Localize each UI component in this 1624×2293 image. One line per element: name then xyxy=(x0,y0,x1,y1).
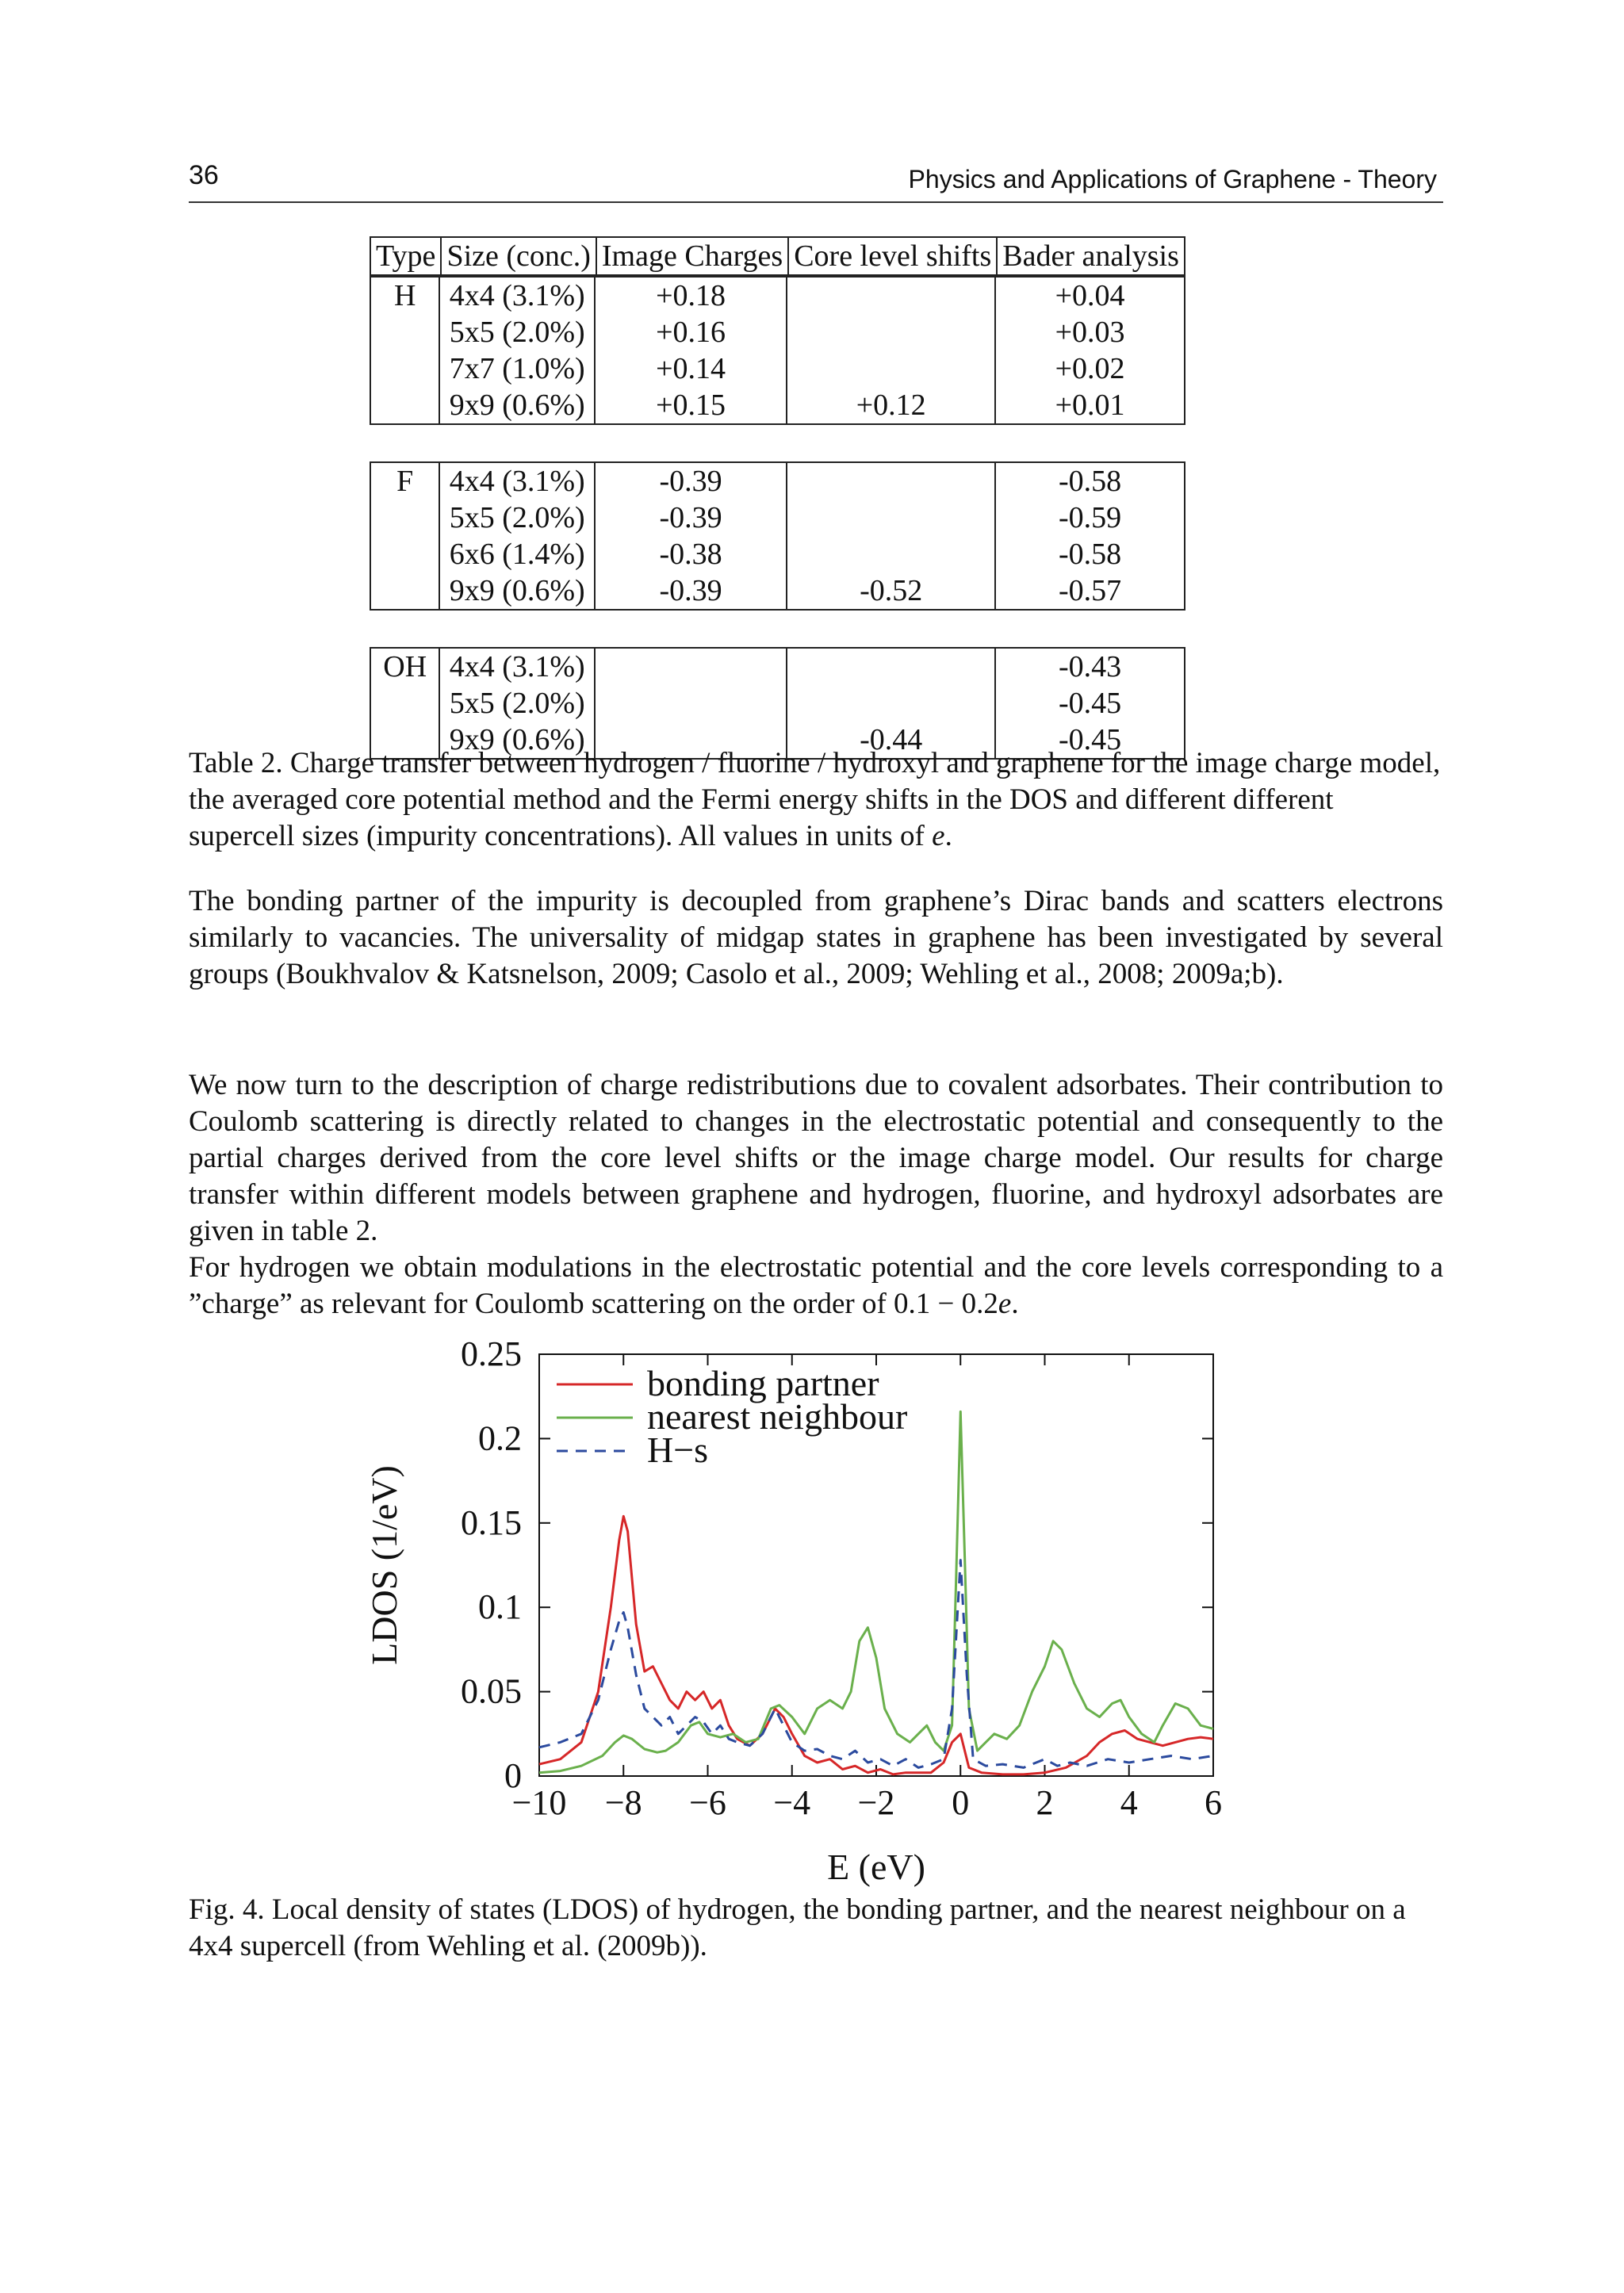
table-row xyxy=(370,536,1185,572)
y-tick-label: 0.1 xyxy=(478,1587,522,1627)
group-separator-cell xyxy=(370,611,1185,647)
cell-size: 5x5 (2.0%) xyxy=(440,314,595,350)
paragraph-1-text: The bonding partner of the impurity is decoupled from graphene’s Dirac bands and scatters electrons similarly to vacancies. The universality of midgap states in graphene has been investigated by several groups (Boukhvalov & Katsnelson, 2009; Casolo et al., 2009; Wehling et al., 2008; 2009a;b). xyxy=(189,885,1443,990)
table-caption xyxy=(189,745,1443,855)
table-row xyxy=(370,350,1185,387)
cell-image: -0.39 xyxy=(596,572,787,611)
cell-image: +0.14 xyxy=(596,350,787,387)
y-axis-label: LDOS (1/eV) xyxy=(364,1465,404,1665)
figure-caption-text: Fig. 4. Local density of states (LDOS) of hydrogen, the bonding partner, and the nearest neighbour on a 4x4 supercell (from Wehling et al. (2009b)). xyxy=(189,1893,1406,1962)
column-header-size: Size (conc.) xyxy=(440,236,595,276)
cell-bader: -0.43 xyxy=(996,647,1185,685)
cell-size: 4x4 (3.1%) xyxy=(440,461,595,500)
cell-image: -0.39 xyxy=(596,500,787,536)
cell-image: +0.18 xyxy=(596,276,787,314)
y-tick-label: 0.05 xyxy=(461,1671,522,1711)
table-row xyxy=(370,461,1185,500)
x-tick-label: 2 xyxy=(1036,1783,1054,1822)
table-caption-text: Table 2. Charge transfer between hydrogen / fluorine / hydroxyl and graphene for the image charge model, the averaged core potential method and the Fermi energy shifts in the DOS and different different supercell sizes (impurity concentrations). All values in units of e. xyxy=(189,747,1441,852)
table-row xyxy=(370,685,1185,722)
cell-size: 9x9 (0.6%) xyxy=(440,572,595,611)
charge-transfer-table xyxy=(370,236,1185,760)
column-header-bader-analysis: Bader analysis xyxy=(996,236,1185,276)
cell-bader: -0.45 xyxy=(996,685,1185,722)
cell-bader: +0.01 xyxy=(996,387,1185,425)
column-header-type: Type xyxy=(370,236,440,276)
x-tick-label: −8 xyxy=(604,1783,642,1822)
cell-image: +0.15 xyxy=(596,387,787,425)
x-axis-label: E (eV) xyxy=(827,1847,925,1887)
cell-size: 4x4 (3.1%) xyxy=(440,647,595,685)
table xyxy=(370,236,1185,760)
cell-core xyxy=(787,647,996,685)
x-tick-label: 6 xyxy=(1205,1783,1222,1822)
cell-core xyxy=(787,276,996,314)
table-row xyxy=(370,572,1185,611)
cell-core: +0.12 xyxy=(787,387,996,425)
series-line-1 xyxy=(539,1411,1213,1772)
ldos-figure xyxy=(349,1340,1253,1887)
paragraph-3 xyxy=(189,1250,1443,1323)
unit-e: e xyxy=(998,1288,1012,1320)
page-header xyxy=(189,160,1443,203)
unit-e: e xyxy=(932,820,945,852)
cell-image: +0.16 xyxy=(596,314,787,350)
table-header-row xyxy=(370,236,1185,276)
table-row xyxy=(370,314,1185,350)
cell-bader: -0.58 xyxy=(996,536,1185,572)
paragraph-1 xyxy=(189,883,1443,993)
cell-bader: -0.59 xyxy=(996,500,1185,536)
x-tick-label: −6 xyxy=(689,1783,726,1822)
cell-type: OH xyxy=(370,647,440,760)
paragraph-3-text: For hydrogen we obtain modulations in the electrostatic potential and the core levels corresponding to a ”charge” as relevant for Coulomb scattering on the order of 0.1 − 0.2e. xyxy=(189,1251,1443,1320)
group-separator xyxy=(370,611,1185,647)
cell-image: -0.38 xyxy=(596,536,787,572)
cell-size: 6x6 (1.4%) xyxy=(440,536,595,572)
cell-core xyxy=(787,536,996,572)
x-tick-label: −2 xyxy=(857,1783,895,1822)
legend-label-1: nearest neighbour xyxy=(647,1396,908,1437)
cell-bader: +0.04 xyxy=(996,276,1185,314)
cell-size: 5x5 (2.0%) xyxy=(440,500,595,536)
legend-label-2: H−s xyxy=(647,1430,709,1470)
column-header-core-level-shifts: Core level shifts xyxy=(787,236,996,276)
cell-size: 4x4 (3.1%) xyxy=(440,276,595,314)
x-tick-label: −4 xyxy=(773,1783,811,1822)
paragraph-2-text: We now turn to the description of charge redistributions due to covalent adsorbates. Their contribution to Coulomb scattering is directly related to changes in the electrostatic potential and consequently to the partial charges derived from the core level shifts or the image charge model. Our results for charge transfer within different models between graphene and hydrogen, fluorine, and hydroxyl adsorbates are given in table 2. xyxy=(189,1069,1443,1247)
cell-image: -0.39 xyxy=(596,461,787,500)
cell-core xyxy=(787,461,996,500)
cell-size: 9x9 (0.6%) xyxy=(440,722,595,760)
x-tick-label: 0 xyxy=(952,1783,970,1822)
y-tick-label: 0 xyxy=(504,1756,522,1795)
cell-type: H xyxy=(370,276,440,425)
x-tick-label: −10 xyxy=(511,1783,567,1822)
cell-bader: +0.02 xyxy=(996,350,1185,387)
y-tick-label: 0.15 xyxy=(461,1503,522,1542)
cell-size: 7x7 (1.0%) xyxy=(440,350,595,387)
table-row xyxy=(370,276,1185,314)
cell-type: F xyxy=(370,461,440,611)
running-title: Physics and Applications of Graphene - Theory xyxy=(908,165,1437,193)
cell-bader: -0.45 xyxy=(996,722,1185,760)
cell-image xyxy=(596,685,787,722)
cell-core xyxy=(787,685,996,722)
y-tick-label: 0.2 xyxy=(478,1418,522,1458)
page-number: 36 xyxy=(189,160,219,190)
cell-core xyxy=(787,314,996,350)
group-separator xyxy=(370,425,1185,461)
figure-caption xyxy=(189,1892,1443,1965)
cell-core xyxy=(787,350,996,387)
cell-bader: +0.03 xyxy=(996,314,1185,350)
cell-size: 9x9 (0.6%) xyxy=(440,387,595,425)
paragraph-2 xyxy=(189,1067,1443,1250)
cell-bader: -0.57 xyxy=(996,572,1185,611)
cell-bader: -0.58 xyxy=(996,461,1185,500)
table-row xyxy=(370,387,1185,425)
ldos-chart xyxy=(349,1340,1253,1887)
series-line-0 xyxy=(539,1516,1213,1774)
x-tick-label: 4 xyxy=(1120,1783,1138,1822)
group-separator-cell xyxy=(370,425,1185,461)
table-row xyxy=(370,647,1185,685)
y-tick-label: 0.25 xyxy=(461,1340,522,1373)
table-row xyxy=(370,500,1185,536)
table-body xyxy=(370,276,1185,760)
column-header-image-charges: Image Charges xyxy=(596,236,787,276)
cell-core xyxy=(787,500,996,536)
cell-size: 5x5 (2.0%) xyxy=(440,685,595,722)
cell-image xyxy=(596,647,787,685)
legend-label-0: bonding partner xyxy=(647,1363,879,1403)
cell-core: -0.52 xyxy=(787,572,996,611)
cell-core: -0.44 xyxy=(787,722,996,760)
